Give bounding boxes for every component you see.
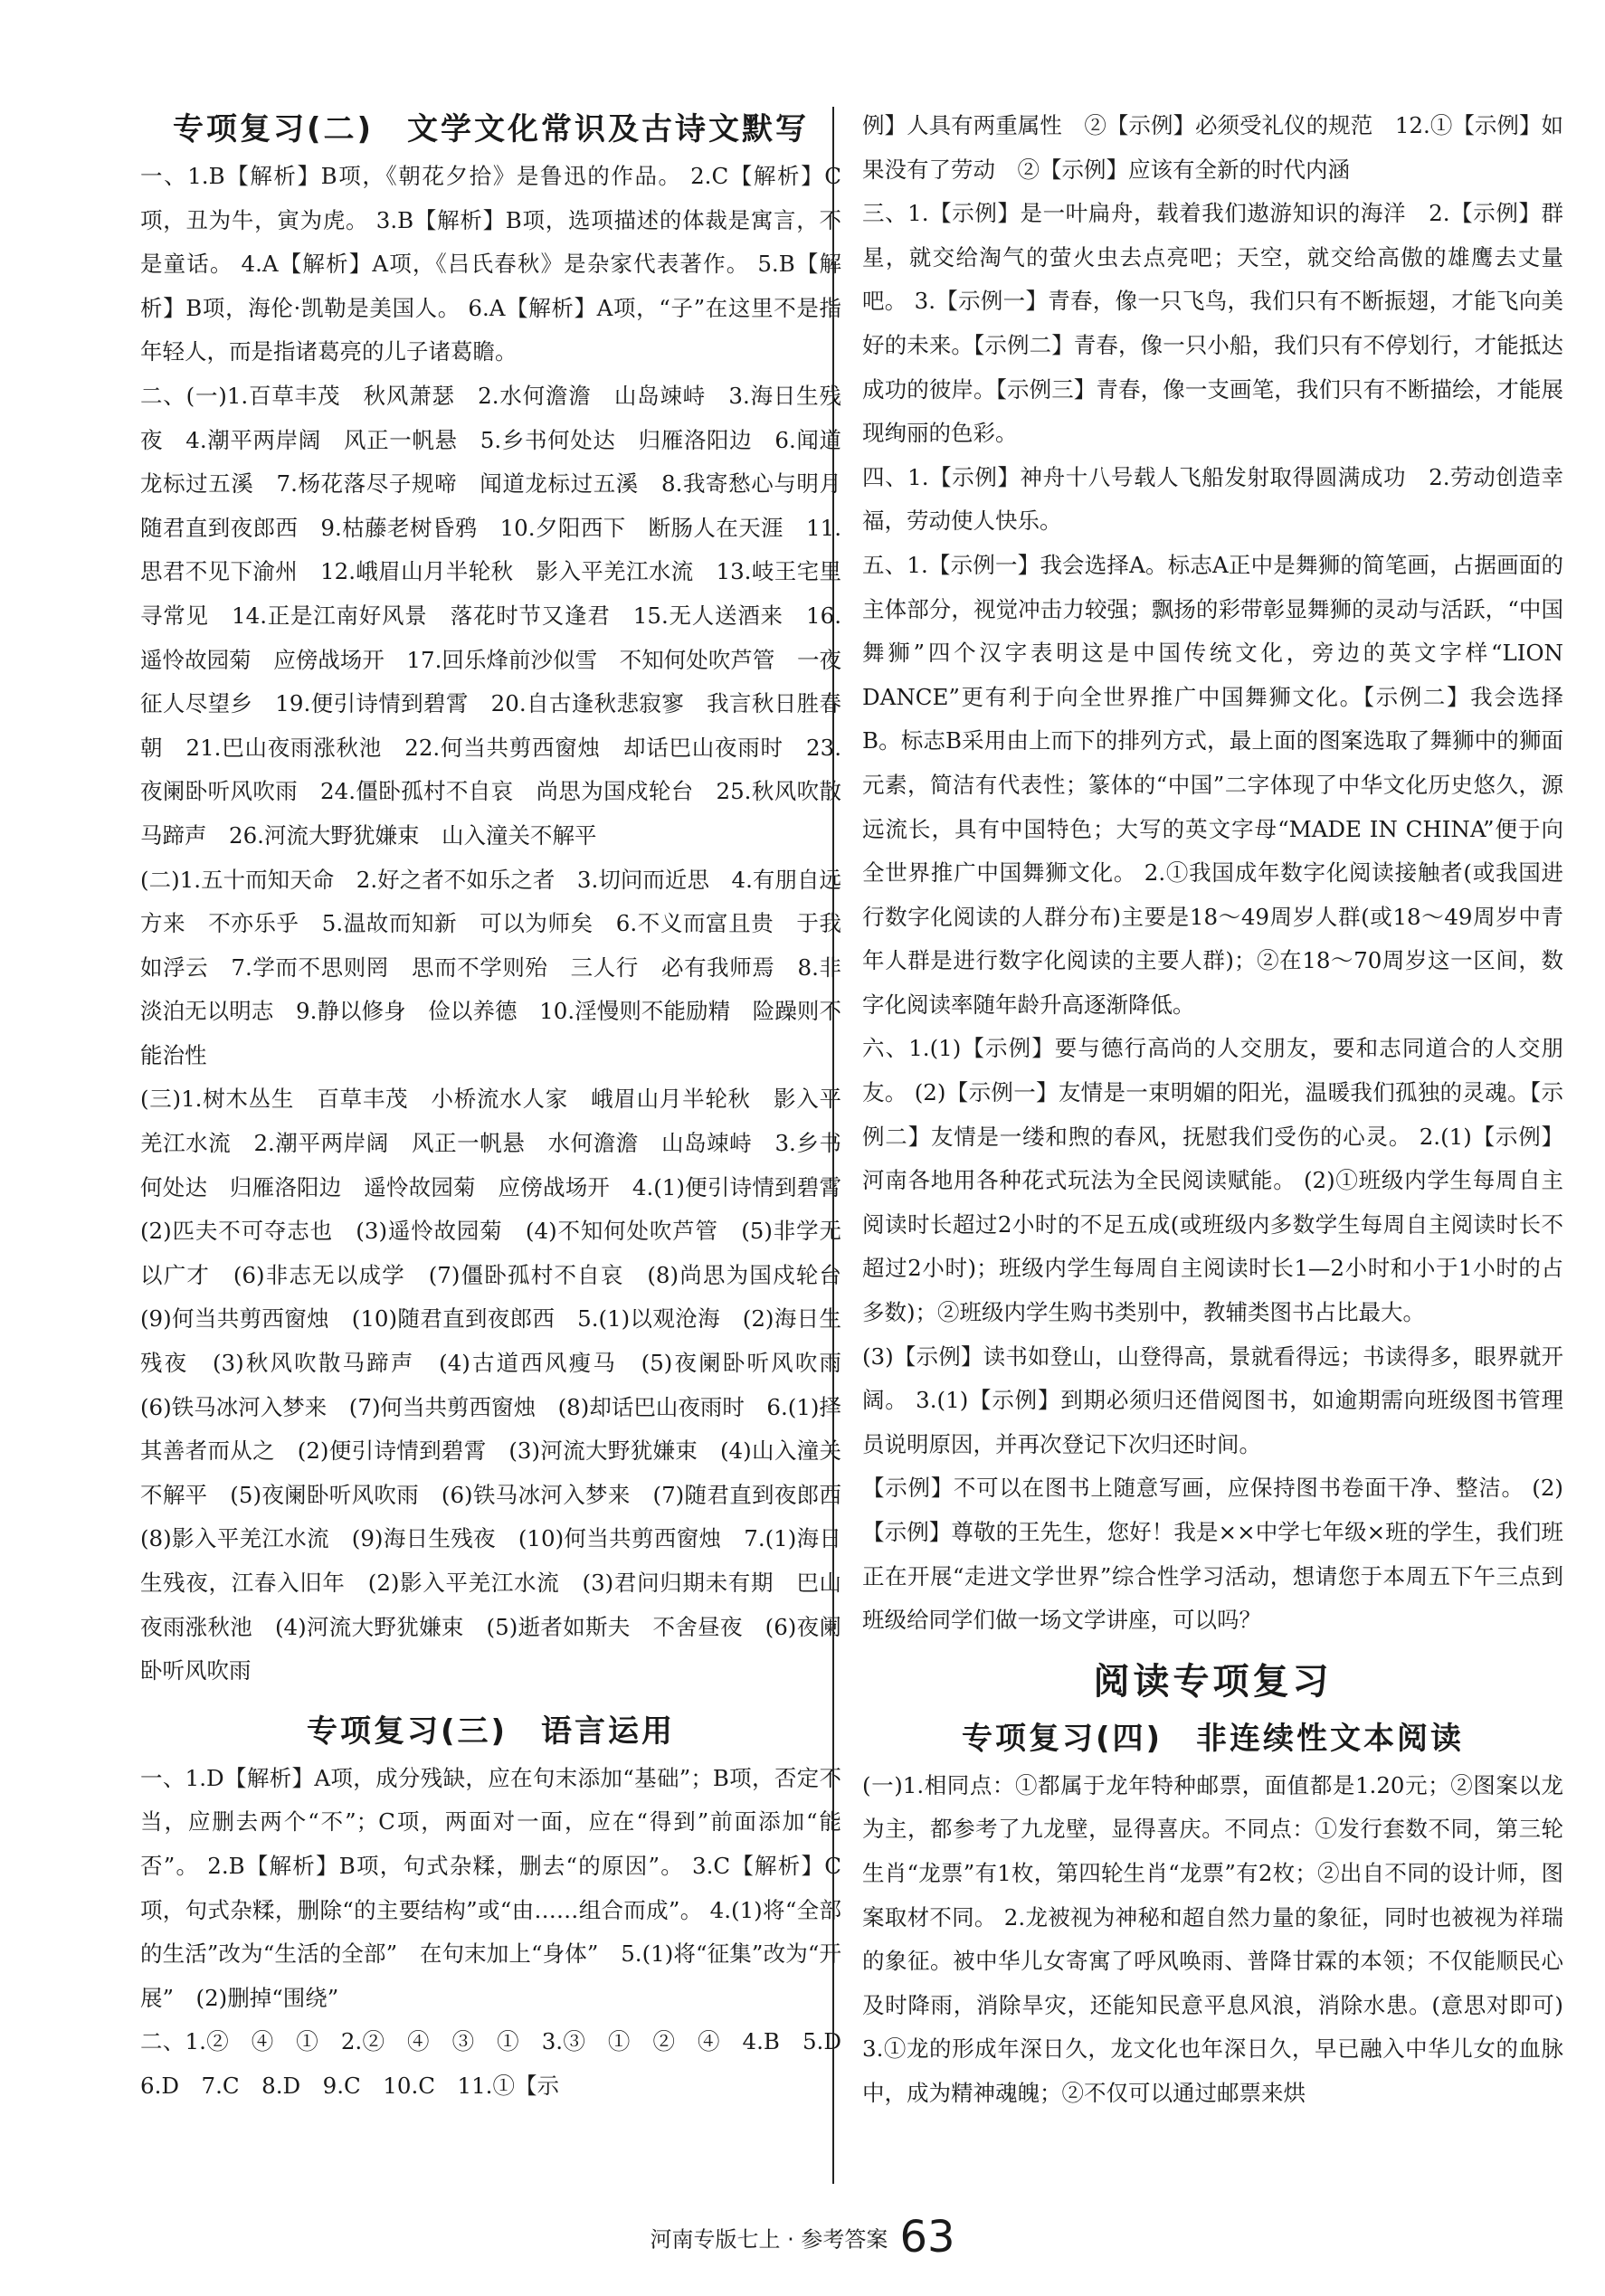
section-title-2: 专项复习(二) 文学文化常识及古诗文默写 [172, 111, 810, 147]
answer-block: 二、1.② ④ ① 2.② ④ ③ ① 3.③ ① ② ④ 4.B 5.D 6.D 7.C 8.D 9.C 10.C 11.①【示 [140, 2028, 864, 2099]
answer-block: 例】人具有两重属性 ②【示例】必须受礼仪的规范 12.①【示例】如果没有了劳动 ②【示例】应该有全新的时代内涵 [862, 112, 1563, 183]
answer-block: (二)1.五十而知天命 2.好之者不如乐之者 3.切问而近思 4.有朋自远方来 不亦乐乎 5.温故而知新 可以为师矣 6.不义而富且贵 于我如浮云 7.学而不思则罔 思而不学则殆 三人行 必有我师焉 8.非淡泊无以明志 9.静以修身 俭以养德 10.淫慢则不能励精 险躁则不能治性 [140, 866, 841, 1068]
answer-block: (3)【示例】读书如登山，山登得高，景就看得远；书读得多，眼界就开阔。 3.(1)【示例】到期必须归还借阅图书，如逾期需向班级图书管理员说明原因，并再次登记下次归还时间。 [862, 1342, 1563, 1457]
answer-block: 二、(一)1.百草丰茂 秋风萧瑟 2.水何澹澹 山岛竦峙 3.海日生残夜 4.潮平两岸阔 风正一帆悬 5.乡书何处达 归雁洛阳边 6.闻道龙标过五溪 7.杨花落尽子规啼 闻道龙标过五溪 8.我寄愁心与明月 随君直到夜郎西 9.枯藤老树昏鸦 10.夕阳西下 断肠人在天涯 11.思君不见下渝州 12.峨眉山月半轮秋 影入平羌江水流 13.岐王宅里寻常见 14.正是江南好风景 落花时节又逢君 15.无人送酒来 16.遥怜故园菊 应傍战场开 17.回乐烽前沙似雪 不知何处吹芦管 一夜征人尽望乡 19.便引诗情到碧霄 20.自古逢秋悲寂寥 我言秋日胜春朝 21.巴山夜雨涨秋池 22.何当共剪西窗烛 却话巴山夜雨时 23.夜阑卧听风吹雨 24.僵卧孤村不自哀 尚思为国戍轮台 25.秋风吹散马蹄声 26.河流大野犹嫌束 山入潼关不解平 [140, 382, 864, 849]
footer-label: 河南专版七上 · 参考答案 [650, 2226, 888, 2253]
answer-block: 一、1.D【解析】A项，成分残缺，应在句末添加“基础”；B项，否定不当，应删去两个“不”；C项，两面对一面，应在“得到”前面添加“能否”。 2.B【解析】B项，句式杂糅，删去“的原因”。 3.C【解析】C项，句式杂糅，删除“的主要结构”或“由……组合而成”。 4.(1)将“全部的生活”改为“生活的全部” 在句末加上“身体” 5.(1)将“征集”改为“开展” (2)删掉“围绕” [140, 1764, 841, 2011]
answer-block: (三)1.树木丛生 百草丰茂 小桥流水人家 峨眉山月半轮秋 影入平羌江水流 2.潮平两岸阔 风正一帆悬 水何澹澹 山岛竦峙 3.乡书何处达 归雁洛阳边 遥怜故园菊 应傍战场开 4.(1)便引诗情到碧霄 (2)匹夫不可夺志也 (3)遥怜故园菊 (4)不知何处吹芦管 (5)非学无以广才 (6)非志无以成学 (7)僵卧孤村不自哀 (8)尚思为国戍轮台 (9)何当共剪西窗烛 (10)随君直到夜郎西 5.(1)以观沧海 (2)海日生残夜 (3)秋风吹散马蹄声 (4)古道西风瘦马 (5)夜阑卧听风吹雨 (6)铁马冰河入梦来 (7)何当共剪西窗烛 (8)却话巴山夜雨时 6.(1)择其善者而从之 (2)便引诗情到碧霄 (3)河流大野犹嫌束 (4)山入潼关不解平 (5)夜阑卧听风吹雨 (6)铁马冰河入梦来 (7)随君直到夜郎西 (8)影入平羌江水流 (9)海日生残夜 (10)何当共剪西窗烛 7.(1)海日生残夜，江春入旧年 (2)影入平羌江水流 (3)君问归期未有期 巴山夜雨涨秋池 (4)河流大野犹嫌束 (5)逝者如斯夫 不舍昼夜 (6)夜阑卧听风吹雨 [140, 1086, 864, 1684]
answer-block: 三、1.【示例】是一叶扁舟，载着我们遨游知识的海洋 2.【示例】群星，就交给淘气的萤火虫去点亮吧；天空，就交给高傲的雄鹰去丈量吧。 3.【示例一】青春，像一只飞鸟，我们只有不断振翅，才能飞向美好的未来。【示例二】青春，像一只小船，我们只有不停划行，才能抵达成功的彼岸。【示例三】青春，像一支画笔，我们只有不断描绘，才能展现绚丽的色彩。 [862, 200, 1563, 447]
section-title-4: 专项复习(四) 非连续性文本阅读 [961, 1720, 1465, 1757]
right-column [862, 104, 1586, 2116]
answer-block: 【示例】不可以在图书上随意写画，应保持图书卷面干净、整洁。 (2)【示例】尊敬的王先生，您好！我是××中学七年级×班的学生，我们班正在开展“走进文学世界”综合性学习活动，想请您于本周五下午三点到班级给同学们做一场文学讲座，可以吗？ [862, 1475, 1563, 1634]
section-title-3: 专项复习(三) 语言运用 [306, 1713, 676, 1750]
left-column [140, 104, 864, 2109]
answer-block: 四、1.【示例】神舟十八号载人飞船发射取得圆满成功 2.劳动创造幸福，劳动使人快乐。 [862, 463, 1563, 535]
answer-block: (一)1.相同点：①都属于龙年特种邮票，面值都是1.20元；②图案以龙为主，都参考了九龙壁，显得喜庆。不同点：①发行套数不同，第三轮生肖“龙票”有1枚，第四轮生肖“龙票”有2枚；②出自不同的设计师，图案取材不同。 2.龙被视为神秘和超自然力量的象征，同时也被视为祥瑞的象征。被中华儿女寄寓了呼风唤雨、普降甘霖的本领；不仅能顺民心及时降雨，消除旱灾，还能知民意平息风浪，消除水患。(意思对即可) 3.①龙的形成年深日久，龙文化也年深日久，早已融入中华儿女的血脉中，成为精神魂魄；②不仅可以通过邮票来烘 [862, 1771, 1586, 2106]
page-number: 63 [899, 2212, 955, 2263]
reading-review-title: 阅读专项复习 [1093, 1660, 1333, 1703]
answer-block: 五、1.【示例一】我会选择A。标志A正中是舞狮的简笔画，占据画面的主体部分，视觉冲击力较强；飘扬的彩带彰显舞狮的灵动与活跃，“中国舞狮”四个汉字表明这是中国传统文化，旁边的英文字样“LION DANCE”更有利于向全世界推广中国舞狮文化。【示例二】我会选择B。标志B采用由上而下的排列方式，最上面的图案选取了舞狮中的狮面元素，简洁有代表性；篆体的“中国”二字体现了中华文化历史悠久，源远流长，具有中国特色；大写的英文字母“MADE IN CHINA”便于向全世界推广中国舞狮文化。 2.①我国成年数字化阅读接触者(或我国进行数字化阅读的人群分布)主要是18～49周岁人群(或18～49周岁中青年人群是进行数字化阅读的主要人群)；②在18～70周岁这一区间，数字化阅读率随年龄升高逐渐降低。 [862, 551, 1563, 1018]
answer-block: 一、1.B【解析】B项，《朝花夕拾》是鲁迅的作品。 2.C【解析】C项，丑为牛，寅为虎。 3.B【解析】B项，选项描述的体裁是寓言，不是童话。 4.A【解析】A项，《吕氏春秋》是杂家代表著作。 5.B【解析】B项，海伦·凯勒是美国人。 6.A【解析】A项，“子”在这里不是指年轻人，而是指诸葛亮的儿子诸葛瞻。 [140, 163, 841, 365]
answer-block: 六、1.(1)【示例】要与德行高尚的人交朋友，要和志同道合的人交朋友。 (2)【示例一】友情是一束明媚的阳光，温暖我们孤独的灵魂。【示例二】友情是一缕和煦的春风，抚慰我们受伤的心灵。 2.(1)【示例】河南各地用各种花式玩法为全民阅读赋能。 (2)①班级内学生每周自主阅读时长超过2小时的不足五成(或班级内多数学生每周自主阅读时长不超过2小时)；班级内学生每周自主阅读时长1—2小时和小于1小时的占多数)；②班级内学生购书类别中，教辅类图书占比最大。 [862, 1035, 1563, 1326]
page-footer [0, 2212, 1605, 2263]
